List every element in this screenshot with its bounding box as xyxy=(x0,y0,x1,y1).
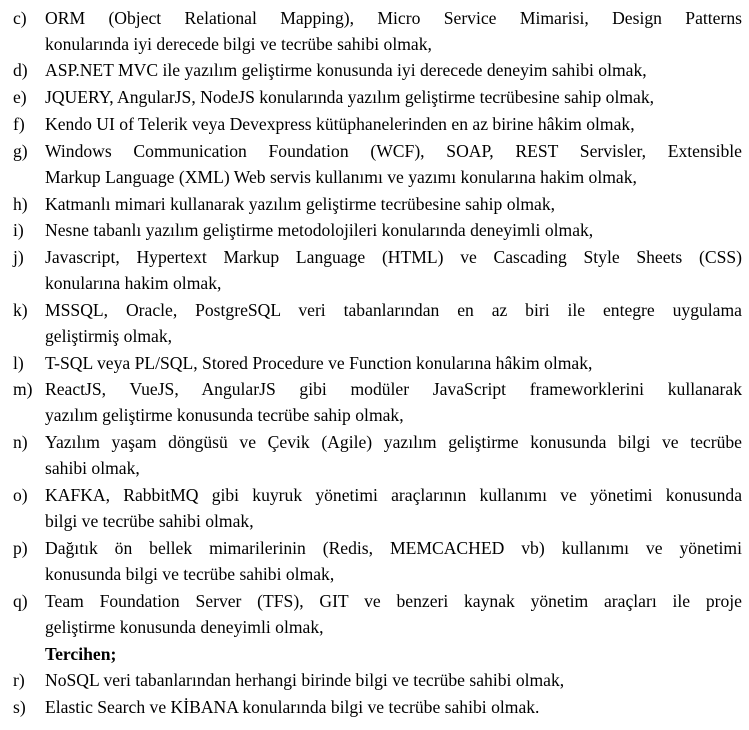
item-text-line: Javascript, Hypertext Markup Language (HTML) ve Cascading Style Sheets (CSS) xyxy=(45,247,742,267)
item-text-line: Windows Communication Foundation (WCF), SOAP, REST Servisler, Extensible xyxy=(45,141,742,161)
item-text-line: KAFKA, RabbitMQ gibi kuyruk yönetimi araçlarının kullanımı ve yönetimi konusunda xyxy=(45,485,742,505)
item-marker: c) xyxy=(13,8,27,28)
item-text-line: T-SQL veya PL/SQL, Stored Procedure ve Function konularına hâkim olmak, xyxy=(45,353,593,373)
item-marker: q) xyxy=(13,591,28,611)
item-text-line: yazılım geliştirme konusunda tecrübe sahip olmak, xyxy=(45,405,404,425)
item-text-line: MSSQL, Oracle, PostgreSQL veri tabanlarından en az biri ile entegre uygulama xyxy=(45,300,742,320)
item-marker: m) xyxy=(13,379,33,399)
item-marker: k) xyxy=(13,300,28,320)
item-text-line: Elastic Search ve KİBANA konularında bilgi ve tecrübe sahibi olmak. xyxy=(45,697,540,717)
item-marker: o) xyxy=(13,485,28,505)
item-text-line: Team Foundation Server (TFS), GIT ve benzeri kaynak yönetim araçları ile proje xyxy=(45,591,742,611)
item-text-line: JQUERY, AngularJS, NodeJS konularında yazılım geliştirme tecrübesine sahip olmak, xyxy=(45,87,655,107)
item-text-line: geliştirme konusunda deneyimli olmak, xyxy=(45,617,324,637)
item-marker: r) xyxy=(13,670,25,690)
item-text-line: ReactJS, VueJS, AngularJS gibi modüler JavaScript frameworklerini kullanarak xyxy=(45,379,742,399)
item-marker: l) xyxy=(13,353,24,373)
item-marker: j) xyxy=(13,247,24,267)
item-text-line: geliştirmiş olmak, xyxy=(45,326,173,346)
item-marker: s) xyxy=(13,697,26,717)
item-text-line: Yazılım yaşam döngüsü ve Çevik (Agile) yazılım geliştirme konusunda bilgi ve tecrübe xyxy=(45,432,742,452)
item-text-line: Katmanlı mimari kullanarak yazılım geliştirme tecrübesine sahip olmak, xyxy=(45,194,556,214)
item-marker: f) xyxy=(13,114,25,134)
item-marker: e) xyxy=(13,87,27,107)
item-text-line: Markup Language (XML) Web servis kullanımı ve yazımı konularına hakim olmak, xyxy=(45,167,637,187)
item-text-line: bilgi ve tecrübe sahibi olmak, xyxy=(45,511,254,531)
item-marker: n) xyxy=(13,432,28,452)
item-marker: g) xyxy=(13,141,28,161)
item-text-line: sahibi olmak, xyxy=(45,458,140,478)
item-text-line: Kendo UI of Telerik veya Devexpress kütüphanelerinden en az birine hâkim olmak, xyxy=(45,114,635,134)
preferred-heading: Tercihen; xyxy=(45,644,117,664)
item-marker: p) xyxy=(13,538,28,558)
item-marker: d) xyxy=(13,60,28,80)
item-text-line: NoSQL veri tabanlarından herhangi birinde bilgi ve tecrübe sahibi olmak, xyxy=(45,670,565,690)
item-marker: h) xyxy=(13,194,28,214)
item-text-line: ASP.NET MVC ile yazılım geliştirme konusunda iyi derecede deneyim sahibi olmak, xyxy=(45,60,647,80)
item-text-line: Dağıtık ön bellek mimarilerinin (Redis, MEMCACHED vb) kullanımı ve yönetimi xyxy=(45,538,742,558)
item-marker: i) xyxy=(13,220,24,240)
item-text-line: konusunda bilgi ve tecrübe sahibi olmak, xyxy=(45,564,335,584)
item-text-line: Nesne tabanlı yazılım geliştirme metodolojileri konularında deneyimli olmak, xyxy=(45,220,594,240)
item-text-line: ORM (Object Relational Mapping), Micro Service Mimarisi, Design Patterns xyxy=(45,8,742,28)
item-text-line: konularında iyi derecede bilgi ve tecrübe sahibi olmak, xyxy=(45,34,432,54)
item-text-line: konularına hakim olmak, xyxy=(45,273,222,293)
